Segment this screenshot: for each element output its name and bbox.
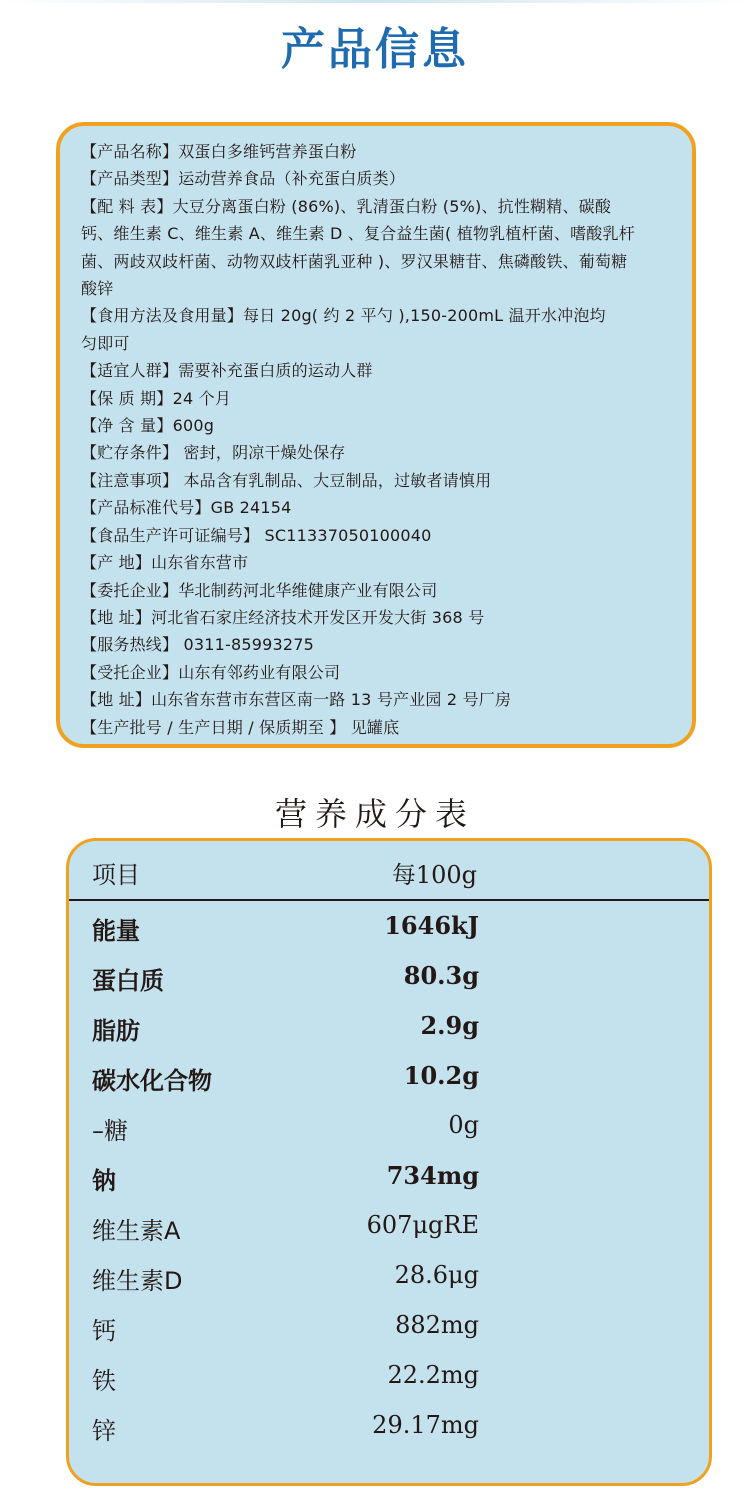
product-info-line: 【产品类型】运动营养食品（补充蛋白质类）: [81, 169, 406, 189]
nutrient-value: 607μgRE: [366, 1211, 479, 1239]
nutrient-name: 维生素D: [92, 1267, 183, 1295]
product-info-line: 【地 址】河北省石家庄经济技术开发区开发大街 368 号: [81, 607, 485, 627]
nutrient-value: 734mg: [386, 1161, 479, 1190]
header-per-label: 每100g: [391, 861, 477, 889]
nutrient-name: 脂肪: [92, 1017, 140, 1045]
nutrient-value: 80.3g: [403, 961, 479, 990]
page-title: 产品信息: [281, 24, 469, 75]
nutrient-value: 22.2mg: [387, 1361, 479, 1389]
nutrient-value: 2.9g: [420, 1011, 479, 1040]
product-info-line: 【产 地】山东省东营市: [81, 553, 249, 573]
nutrient-name: 碳水化合物: [92, 1067, 212, 1095]
nutrition-row: [69, 1403, 709, 1453]
product-info-line: 钙、维生素 C、维生素 A、维生素 D 、复合益生菌( 植物乳植杆菌、嗜酸乳杆: [81, 224, 635, 244]
nutrient-value: 28.6μg: [394, 1261, 479, 1289]
nutrient-name: 能量: [92, 917, 140, 945]
nutrition-row: [69, 1103, 709, 1153]
product-info-line: 【适宜人群】需要补充蛋白质的运动人群: [81, 361, 373, 381]
nutrient-name: 铁: [92, 1367, 116, 1395]
nutrition-row: [69, 903, 709, 953]
product-info-line: 【食品生产许可证编号】 SC11337050100040: [81, 525, 432, 545]
product-info-line: 【配 料 表】大豆分离蛋白粉 (86%)、乳清蛋白粉 (5%)、抗性糊精、碳酸: [81, 196, 612, 216]
nutrient-name: 钙: [92, 1317, 116, 1345]
nutrition-table-title: 营养成分表: [274, 795, 475, 833]
nutrition-row: [69, 1203, 709, 1253]
nutrient-value: 882mg: [395, 1311, 479, 1339]
top-divider: [0, 0, 750, 3]
nutrition-row: [69, 1003, 709, 1053]
product-info-list: [81, 138, 681, 741]
nutrient-name: 锌: [92, 1417, 116, 1445]
product-info-line: 【保 质 期】24 个月: [81, 388, 232, 408]
nutrient-name: –糖: [92, 1117, 128, 1145]
product-info-line: 【产品标准代号】GB 24154: [81, 498, 292, 518]
product-info-line: 【净 含 量】600g: [81, 416, 215, 436]
product-info-line: 【受托企业】山东有邻药业有限公司: [81, 662, 341, 682]
nutrition-table: [66, 838, 712, 1486]
product-info-line: 菌、两歧双歧杆菌、动物双歧杆菌乳亚种 )、罗汉果糖苷、焦磷酸铁、葡萄糖: [81, 251, 628, 271]
product-info-line: 【注意事项】 本品含有乳制品、大豆制品，过敏者请慎用: [81, 470, 492, 490]
nutrient-name: 钠: [92, 1167, 116, 1195]
product-info-line: 【生产批号 / 生产日期 / 保质期至 】 见罐底: [81, 717, 400, 737]
nutrient-value: 29.17mg: [372, 1411, 479, 1439]
product-info-line: 【地 址】山东省东营市东营区南一路 13 号产业园 2 号厂房: [81, 690, 512, 710]
product-info-line: 酸锌: [81, 279, 114, 299]
nutrition-row: [69, 1053, 709, 1103]
header-item-label: 项目: [92, 861, 140, 889]
nutrition-table-header: [69, 841, 709, 901]
nutrition-row: [69, 1303, 709, 1353]
product-info-line: 【服务热线】 0311-85993275: [81, 635, 315, 655]
product-info-line: 【委托企业】华北制药河北华维健康产业有限公司: [81, 580, 438, 600]
nutrition-row: [69, 1253, 709, 1303]
product-info-panel: [56, 122, 696, 748]
nutrition-row: [69, 953, 709, 1003]
nutrient-value: 0g: [448, 1111, 479, 1139]
product-info-line: 【食用方法及食用量】每日 20g( 约 2 平勺 ),150-200mL 温开水冲泡均: [81, 306, 606, 326]
nutrition-row: [69, 1153, 709, 1203]
nutrient-value: 10.2g: [403, 1061, 479, 1090]
nutrition-row: [69, 1353, 709, 1403]
product-info-line: 【贮存条件】 密封，阴凉干燥处保存: [81, 443, 346, 463]
nutrient-value: 1646kJ: [384, 911, 479, 940]
product-info-line: 匀即可: [81, 333, 130, 353]
nutrient-name: 蛋白质: [92, 967, 164, 995]
product-info-line: 【产品名称】双蛋白多维钙营养蛋白粉: [81, 142, 357, 161]
nutrient-name: 维生素A: [92, 1217, 181, 1245]
